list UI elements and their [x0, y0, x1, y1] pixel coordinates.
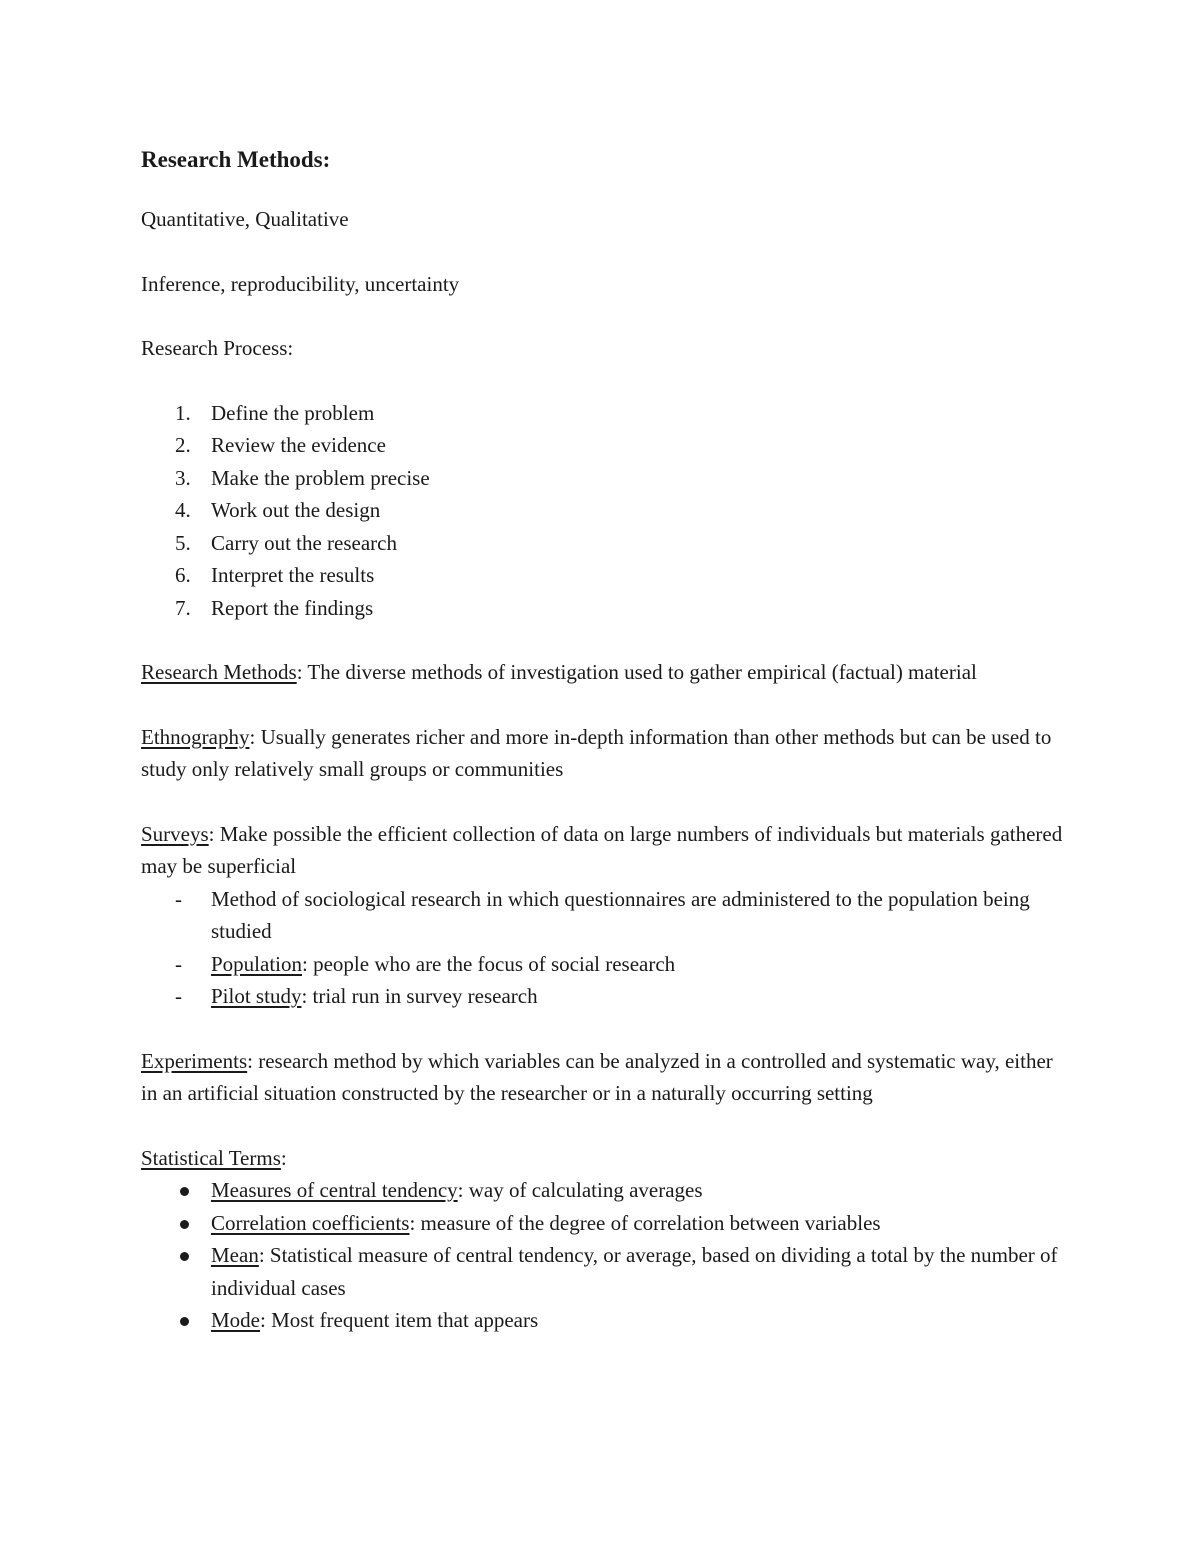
list-item	[141, 527, 1066, 560]
definition-text: : research method by which variables can be analyzed in a controlled and systematic way, either in an artificial situation constructed by the researcher or in a naturally occurring setting	[141, 1048, 1053, 1105]
bullet-icon	[180, 1220, 189, 1229]
term-mean: Mean	[211, 1243, 259, 1267]
bullet-icon	[180, 1252, 189, 1261]
list-item-text: Work out the design	[211, 498, 381, 522]
list-item	[141, 397, 1066, 430]
definition-text: : Usually generates richer and more in-depth information than other methods but can be used to study only relatively small groups or communities	[141, 724, 1052, 781]
document-title: Research Methods:	[141, 147, 331, 172]
ethnography-definition	[141, 721, 1066, 786]
dash-marker: -	[175, 886, 182, 911]
term-surveys: Surveys	[141, 821, 209, 846]
list-number: 1.	[175, 400, 191, 425]
list-item-text: : people who are the focus of social research	[302, 951, 676, 976]
dash-marker: -	[175, 951, 182, 976]
concepts-line: Inference, reproducibility, uncertainty	[141, 271, 460, 296]
list-item-text: : way of calculating averages	[457, 1178, 703, 1202]
term-research-methods: Research Methods	[141, 660, 297, 684]
term-population: Population	[211, 951, 303, 976]
heading-colon: :	[280, 1145, 287, 1170]
list-item	[141, 883, 1066, 948]
list-item	[141, 494, 1066, 527]
term-pilot-study: Pilot study	[211, 984, 302, 1008]
statistical-terms-heading	[141, 1142, 1066, 1175]
experiments-definition	[141, 1045, 1066, 1110]
term-correlation-coefficients: Correlation coefficients	[211, 1210, 410, 1235]
list-item-text: Define the problem	[211, 400, 375, 425]
list-item	[141, 462, 1066, 495]
list-number: 2.	[175, 433, 191, 457]
list-item-text: : Statistical measure of central tendency, or average, based on dividing a total by the number of individual cases	[211, 1243, 1058, 1300]
document-body	[141, 142, 1066, 1337]
bullet-icon	[180, 1187, 189, 1196]
statistical-terms-label: Statistical Terms	[141, 1145, 281, 1170]
list-item	[141, 592, 1066, 625]
list-number: 7.	[175, 595, 191, 620]
definition-text: : Make possible the efficient collection of data on large numbers of individuals but materials gathered may be superficial	[141, 821, 1063, 878]
list-number: 3.	[175, 465, 191, 490]
list-item	[141, 559, 1066, 592]
list-number: 4.	[175, 498, 191, 522]
list-item-text: Method of sociological research in which questionnaires are administered to the population being studied	[211, 886, 1030, 943]
list-number: 6.	[175, 563, 191, 587]
list-item	[141, 1239, 1066, 1304]
term-experiments: Experiments	[141, 1048, 248, 1073]
list-item	[141, 1207, 1066, 1240]
surveys-definition	[141, 818, 1066, 883]
term-ethnography: Ethnography	[141, 724, 250, 749]
list-item	[141, 980, 1066, 1013]
list-item	[141, 1174, 1066, 1207]
surveys-sublist	[141, 883, 1066, 1013]
list-item	[141, 429, 1066, 462]
list-number: 5.	[175, 530, 191, 555]
research-methods-definition	[141, 656, 1066, 689]
list-item-text: Interpret the results	[211, 563, 375, 587]
list-item-text: : Most frequent item that appears	[260, 1308, 539, 1332]
research-process-heading: Research Process:	[141, 336, 294, 360]
list-item-text: Report the findings	[211, 595, 374, 620]
list-item-text: : measure of the degree of correlation between variables	[409, 1210, 881, 1235]
bullet-icon	[180, 1317, 189, 1326]
methods-types-line: Quantitative, Qualitative	[141, 207, 349, 231]
list-item-text: Carry out the research	[211, 530, 397, 555]
research-process-list	[141, 397, 1066, 625]
definition-text: : The diverse methods of investigation used to gather empirical (factual) material	[296, 660, 977, 684]
statistical-terms-list	[141, 1174, 1066, 1337]
dash-marker: -	[175, 984, 182, 1008]
list-item-text: Make the problem precise	[211, 465, 430, 490]
list-item	[141, 948, 1066, 981]
list-item-text: Review the evidence	[211, 433, 386, 457]
list-item	[141, 1304, 1066, 1337]
term-mode: Mode	[211, 1308, 260, 1332]
list-item-text: : trial run in survey research	[301, 984, 538, 1008]
term-central-tendency: Measures of central tendency	[211, 1178, 458, 1202]
